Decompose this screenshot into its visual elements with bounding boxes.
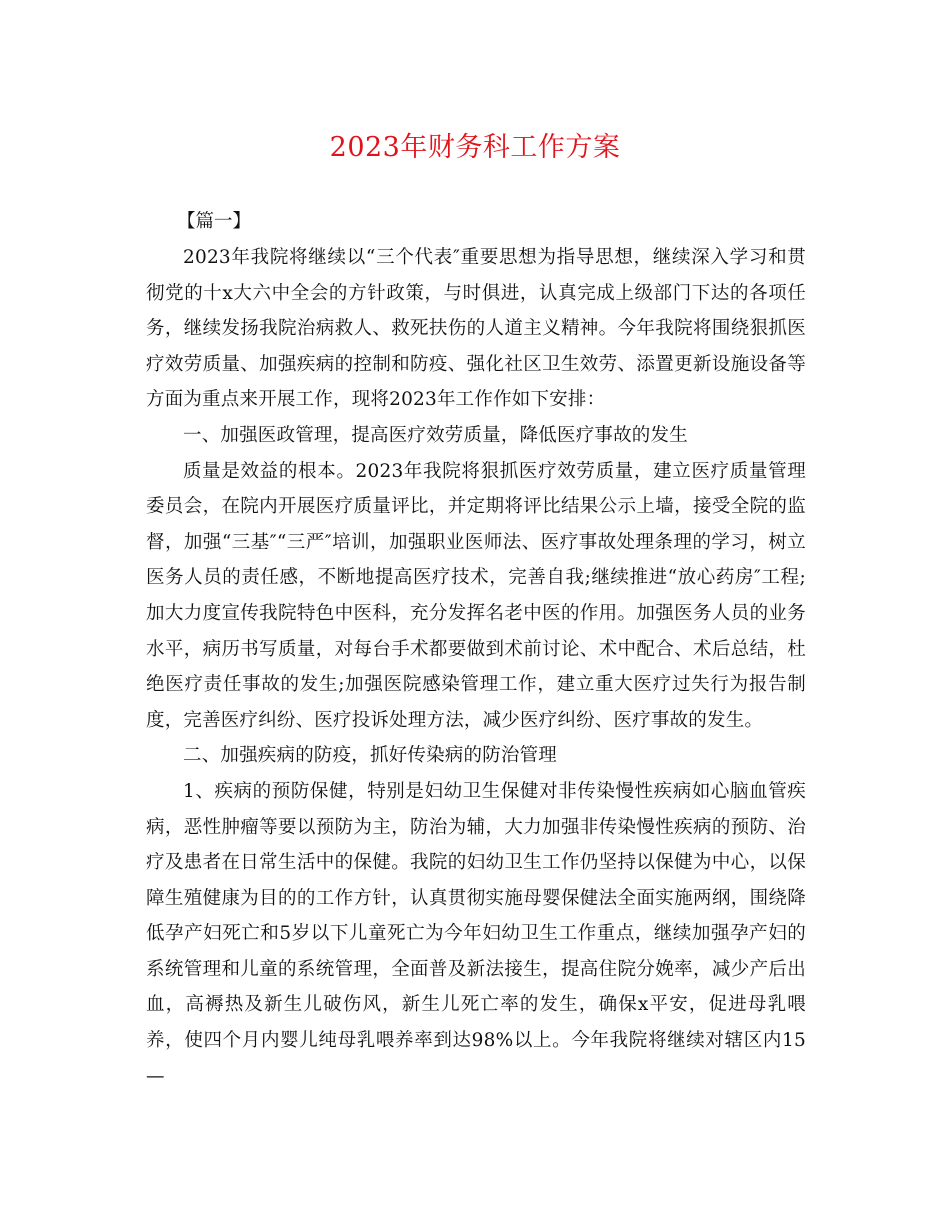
heading-disease-prevention: 二、加强疾病的防疫，抓好传染病的防治管理 [183,745,558,767]
paragraph-preventive-care: 1、疾病的预防保健，特别是妇幼卫生保健对非传染慢性疾病如心脑血管疾病，恶性肿瘤等要以预防为主，防治为辅，大力加强非传染慢性疾病的预防、治疗及患者在日常生活中的保健。我院的妇幼卫生工作仍坚持以保健为中心，以保障生殖健康为目的的工作方针，认真贯彻实施母婴保健法全面实施两纲，围绕降低孕产妇死亡和5岁以下儿童死亡为今年妇幼卫生工作重点，继续加强孕产妇的系统管理和儿童的系统管理，全面普及新法接生，提高住院分娩率，减少产后出血，高褥热及新生儿破伤风，新生儿死亡率的发生，确保x平安，促进母乳喂养，使四个月内婴儿纯母乳喂养率到达98%以上。今年我院将继续对辖区内15— [146,780,806,1087]
heading-medical-administration: 一、加强医政管理，提高医疗效劳质量，降低医疗事故的发生 [183,424,688,446]
paragraph-quality: 质量是效益的根本。2023年我院将狠抓医疗效劳质量，建立医疗质量管理委员会，在院内开展医疗质量评比，并定期将评比结果公示上墙，接受全院的监督，加强“三基″“三严″培训，加强职业医师法、医疗事故处理条理的学习，树立医务人员的责任感，不断地提高医疗技术，完善自我;继续推进“放心药房″工程;加大力度宣传我院特色中医科，充分发挥名老中医的作用。加强医务人员的业务水平，病历书写质量，对每台手术都要做到术前讨论、术中配合、术后总结，杜绝医疗责任事故的发生;加强医院感染管理工作，建立重大医疗过失行为报告制度，完善医疗纠纷、医疗投诉处理方法，减少医疗纠纷、医疗事故的发生。 [146,460,806,731]
document-body [146,240,806,1094]
section-label: 【篇一】 [177,211,252,232]
paragraph-intro: 2023年我院将继续以“三个代表″重要思想为指导思想，继续深入学习和贯彻党的十x大六中全会的方针政策，与时俱进，认真完成上级部门下达的各项任务，继续发扬我院治病救人、救死扶伤的人道主义精神。今年我院将围绕狠抓医疗效劳质量、加强疾病的控制和防疫、强化社区卫生效劳、添置更新设施设备等方面为重点来开展工作，现将2023年工作作如下安排： [146,247,806,411]
document-title: 2023年财务科工作方案 [329,132,621,163]
